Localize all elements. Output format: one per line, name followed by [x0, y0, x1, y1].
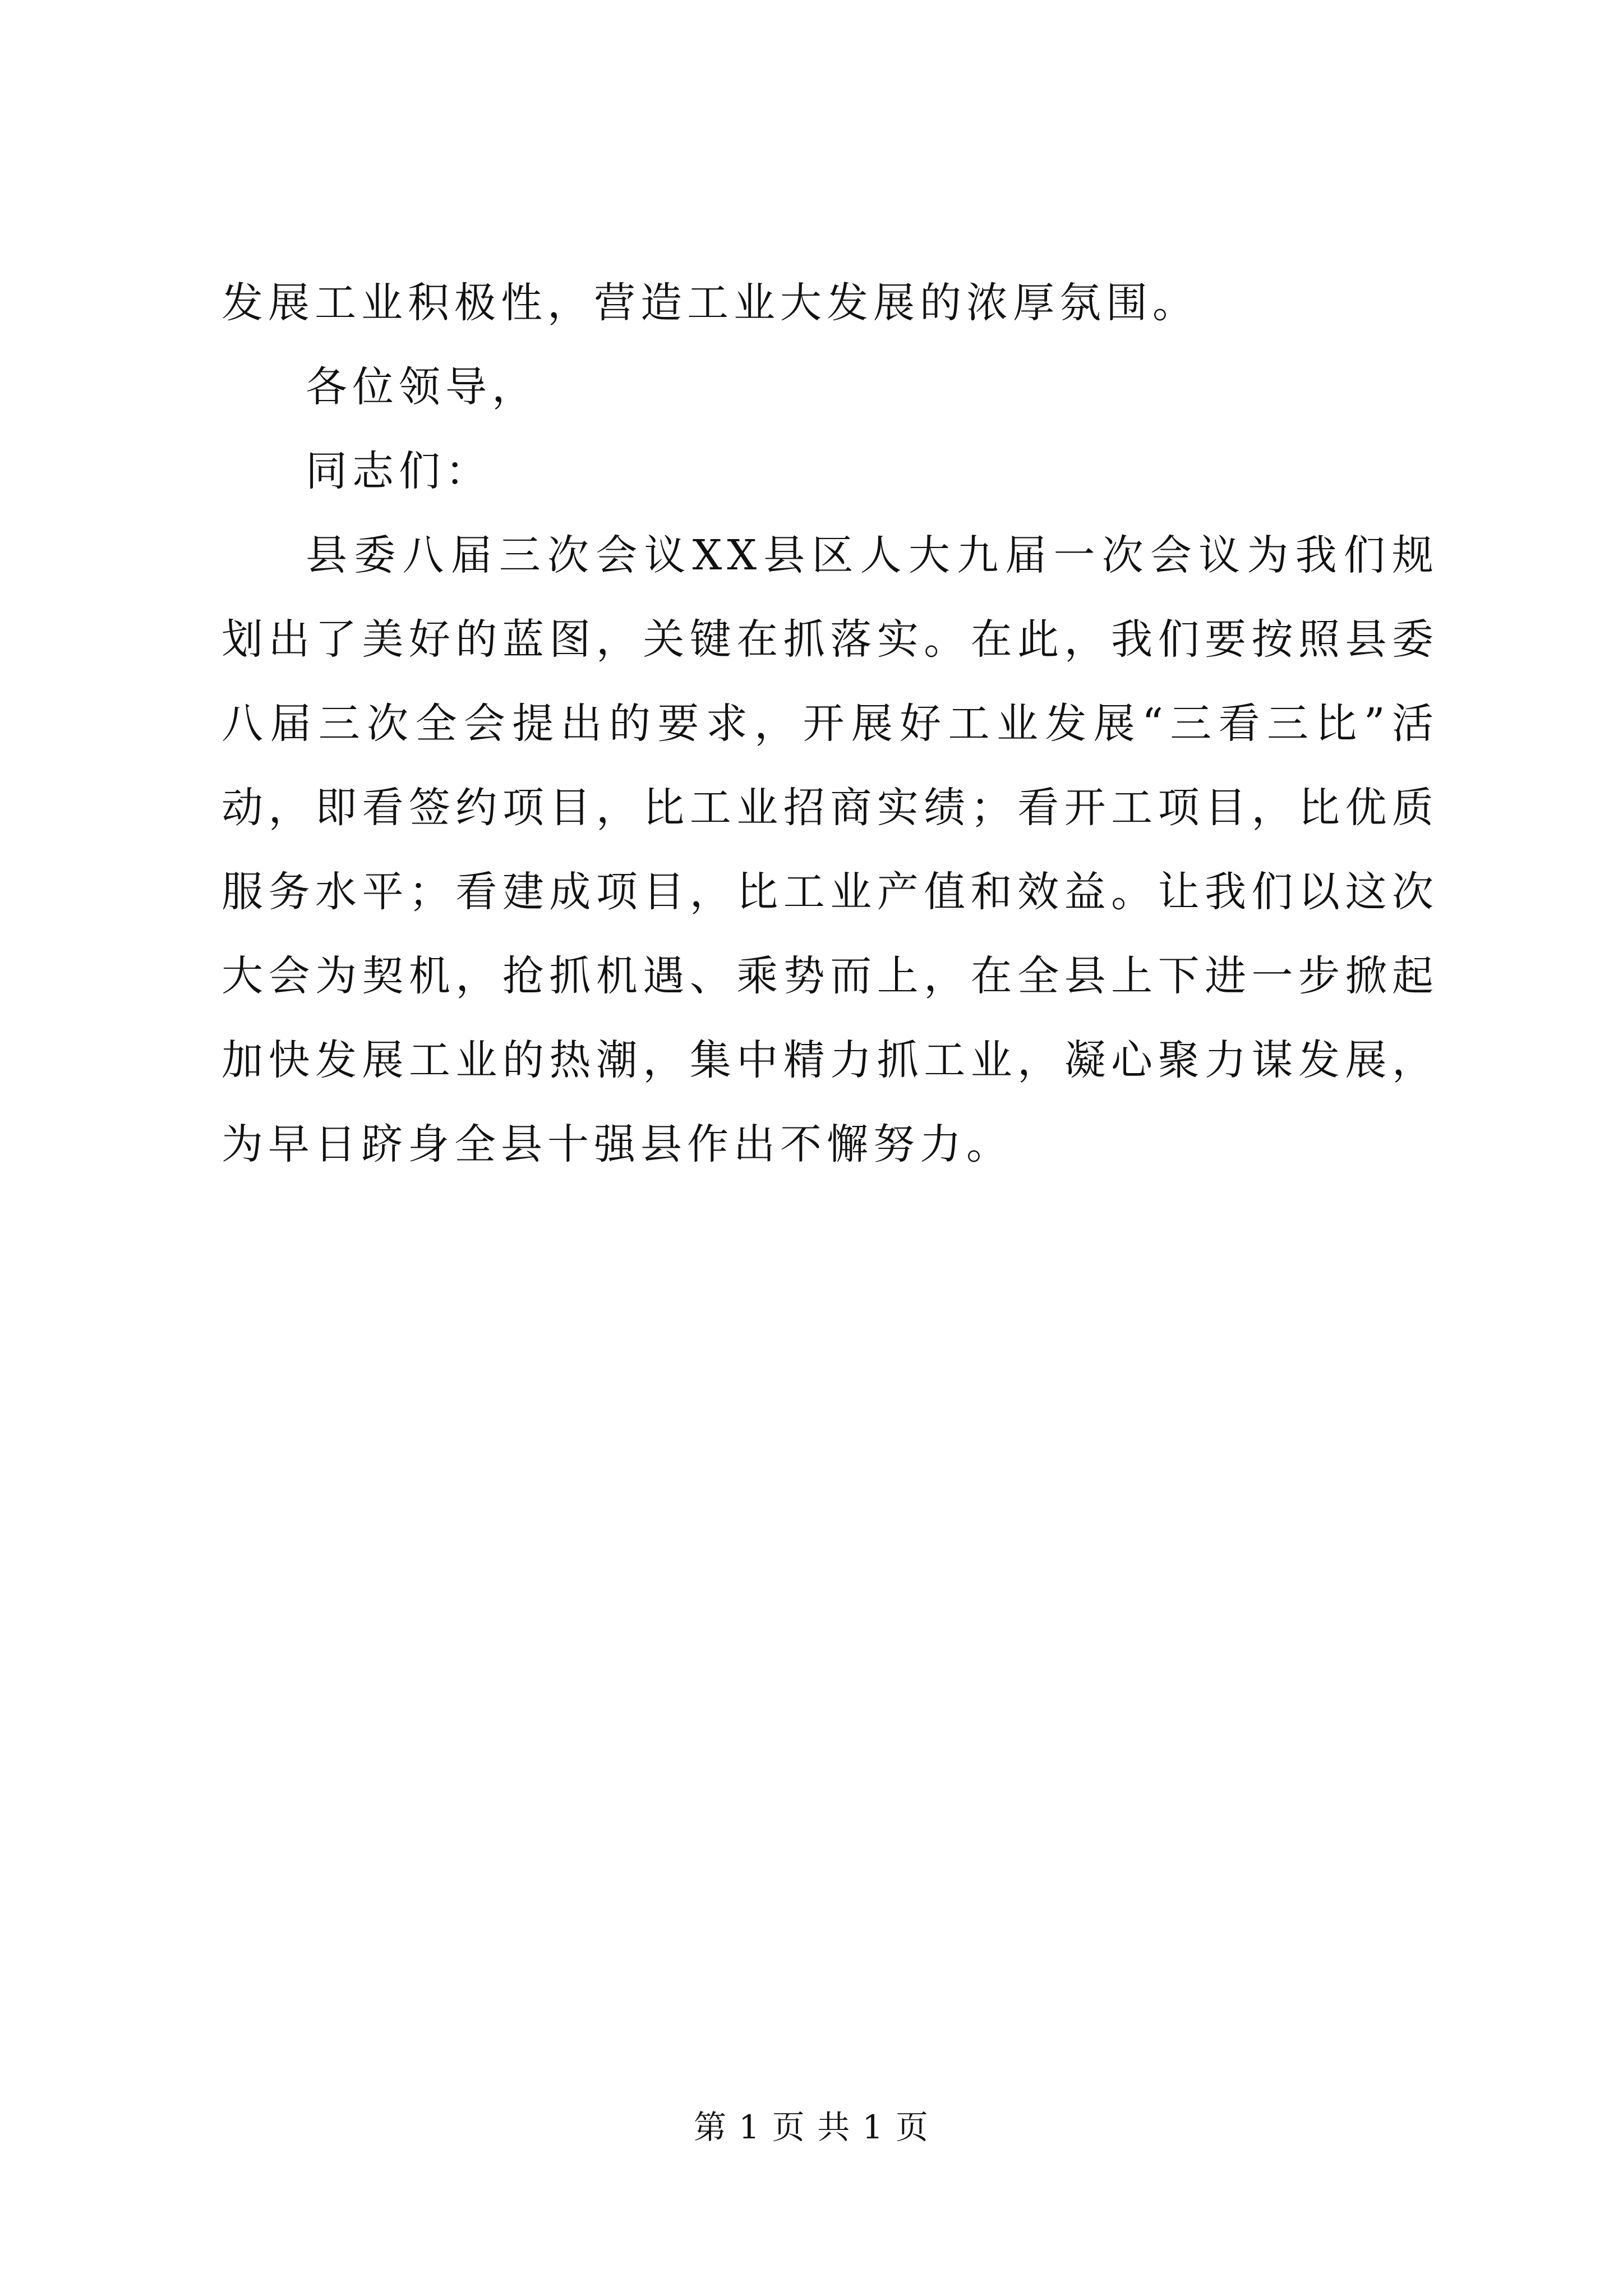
paragraph-closing: 县委八届三次会议XX县区人大九届一次会议为我们规划出了美好的蓝图，关键在抓落实。在此，我们要按照县委八届三次全会提出的要求，开展好工业发展“三看三比”活动，即看签约项目，比工业招商实绩；看开工项目，比优质服务水平；看建成项目，比工业产值和效益。让我们以这次大会为契机，抢抓机遇、乘势而上，在全县上下进一步掀起加快发展工业的热潮，集中精力抓工业，凝心聚力谋发展，为早日跻身全县十强县作出不懈努力。 — [222, 531, 1438, 1168]
salutation-comrades: 同志们： — [306, 447, 492, 495]
document-body — [222, 261, 1438, 1186]
paragraph-continuation: 发展工业积极性，营造工业大发展的浓厚氛围。 — [222, 279, 1199, 327]
page-footer: 第 1 页 共 1 页 — [694, 2108, 929, 2146]
salutation-leaders: 各位领导， — [306, 363, 538, 411]
